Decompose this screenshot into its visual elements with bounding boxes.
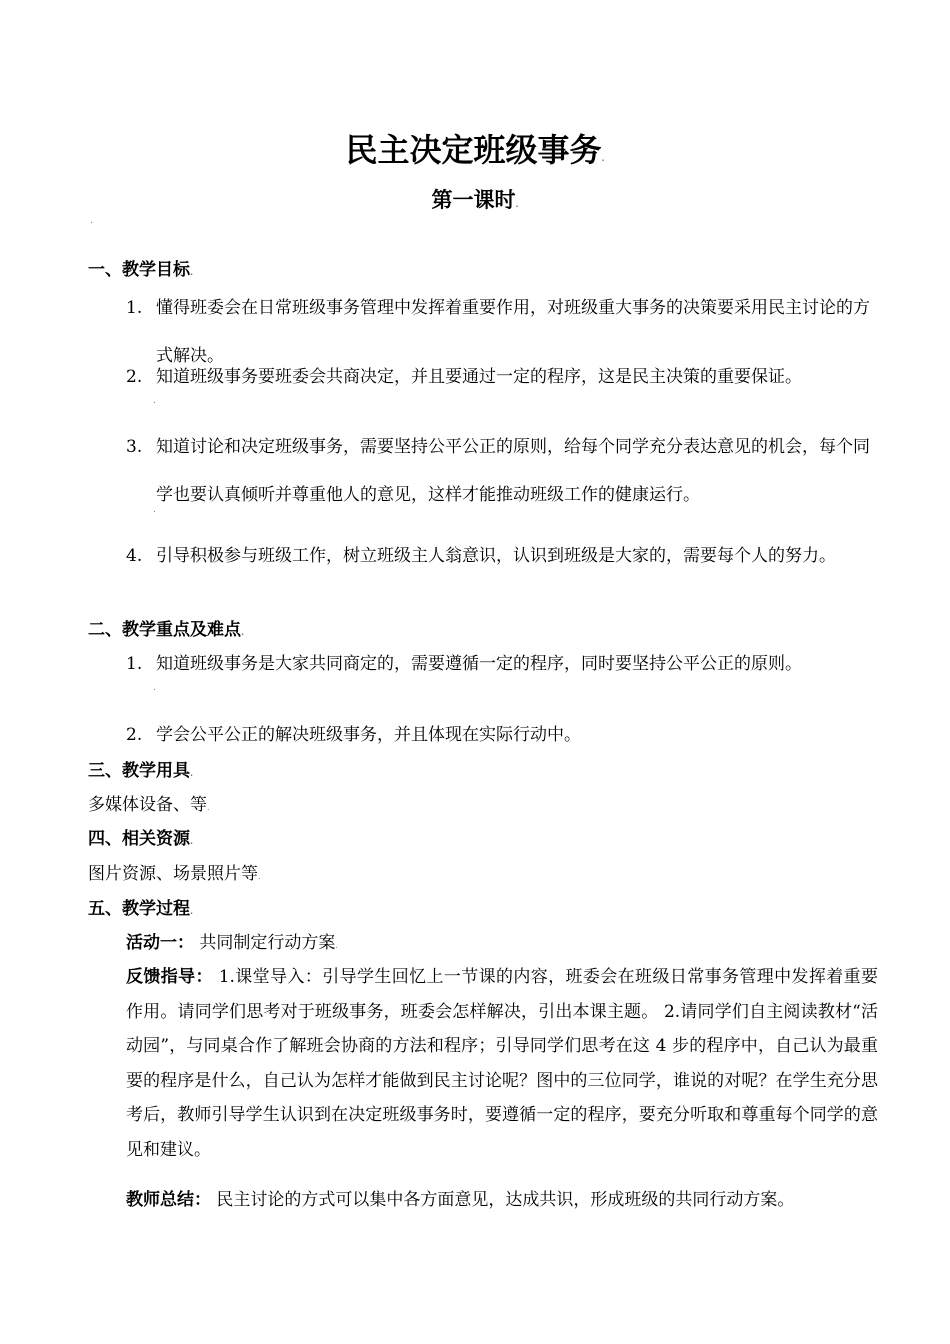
resources-text: 图片资源、场景照片等. — [88, 864, 261, 884]
objective-item-2: 2. 知道班级事务要班委会共商决定，并且要通过一定的程序，这是民主决策的重要保证。 — [126, 367, 802, 387]
feedback-paragraph — [126, 960, 878, 1167]
section-heading-process: 五、教学过程. — [88, 899, 194, 919]
objective-item-1: 1. 懂得班委会在日常班级事务管理中发挥着重要作用，对班级重大事务的决策要采用民主讨论的方式解决。 — [126, 298, 870, 366]
paragraph-mark: . — [153, 505, 156, 515]
section-heading-resources: 四、相关资源. — [88, 829, 194, 849]
summary-label: 教师总结： — [126, 1190, 211, 1210]
tools-text: 多媒体设备、等. — [88, 795, 210, 815]
document-page: 民主决定班级事务. 第一课时. . 一、教学目标. 1. 懂得班委会在日常班级事务管理中发挥着重要作用，对班级重大事务的决策要采用民主讨论的方式解决。 2. 知道班级事务要班委会共商决定，并且要通过一定的程序，这是民主决策的重要保证。 . 3. 知道讨论和决定班级事务，需要坚持公平公正的原则，给每个同学充分表达意见的机会，每个同学也要认真倾听并尊重他人的意见，这样才能推动班级工作的健康运行。 . 4. 引导积极参与班级工作，树立班级主人翁意识，认识到班级是大家的，需要每个人的努力。 二、教学重点及难点. 1. 知道班级事务是大家共同商定的，需要遵循一定的程序，同时要坚持公平公正的原则。 . 2. 学会公平公正的解决班级事务，并且体现在实际行动中。 三、教学用具. 多媒体设备、等. 四、相关资源. 图片资源、场景照片等. 五、教学过程. 活动一： 共同制定行动方案. 反馈指导： 1.课堂导入：引导学生回忆上一节课的内容，班委会在班级日常事务管理中发挥着重要作用。请同学们思考对于班级事务，班委会怎样解决，引出本课主题。 2.请同学们自主阅读教材“活动园”，与同桌合作了解班会协商的方法和程序；引导同学们思考在这 4 步的程序中，自己认为最重要的程序是什么，自己认为怎样才能做到民主讨论呢？图中的三位同学，谁说的对呢？在学生充分思考后，教师引导学生认识到在决定班级事务时，要遵循一定的程序，要充分听取和尊重每个同学的意见和建议。 教师总结： 民主讨论的方式可以集中各方面意见，达成共识，形成班级的共同行动方案。 — [88, 131, 879, 1210]
section-heading-key-points: 二、教学重点及难点. — [88, 620, 245, 640]
summary-text: 民主讨论的方式可以集中各方面意见，达成共识，形成班级的共同行动方案。 — [216, 1190, 795, 1210]
summary-line — [126, 1188, 794, 1212]
paragraph-mark: . — [153, 396, 156, 406]
objective-item-4: 4. 引导积极参与班级工作，树立班级主人翁意识，认识到班级是大家的，需要每个人的努力。 — [126, 546, 836, 566]
feedback-label: 反馈指导： — [126, 967, 213, 987]
objective-item-3: 3. 知道讨论和决定班级事务，需要坚持公平公正的原则，给每个同学充分表达意见的机会，每个同学也要认真倾听并尊重他人的意见，这样才能推动班级工作的健康运行。 — [126, 437, 870, 505]
doc-title: 民主决定班级事务 — [345, 131, 602, 169]
section-heading-tools: 三、教学用具. — [88, 761, 194, 781]
activity-line: 活动一： 共同制定行动方案. — [126, 933, 338, 953]
paragraph-mark: . — [153, 683, 156, 693]
doc-subtitle: 第一课时 — [431, 188, 516, 212]
key-point-item-2: 2. 学会公平公正的解决班级事务，并且体现在实际行动中。 — [126, 725, 581, 745]
activity-text: 共同制定行动方案 — [199, 933, 336, 953]
feedback-text: 1.课堂导入：引导学生回忆上一节课的内容，班委会在班级日常事务管理中发挥着重要作用。请同学们思考对于班级事务，班委会怎样解决，引出本课主题。 2.请同学们自主阅读教材“活动园”，与同桌合作了解班会协商的方法和程序；引导同学们思考在这 4 步的程序中，自己认为最重要的程序是什么，自己认为怎样才能做到民主讨论呢？图中的三位同学，谁说的对呢？在学生充分思考后，教师引导学生认识到在决定班级事务时，要遵循一定的程序，要充分听取和尊重每个同学的意见和建议。 — [126, 967, 879, 1160]
paragraph-mark: . — [90, 216, 93, 226]
section-heading-objectives: 一、教学目标. — [88, 260, 194, 280]
activity-label: 活动一： — [126, 933, 194, 953]
key-point-item-1: 1. 知道班级事务是大家共同商定的，需要遵循一定的程序，同时要坚持公平公正的原则。 — [126, 654, 802, 674]
